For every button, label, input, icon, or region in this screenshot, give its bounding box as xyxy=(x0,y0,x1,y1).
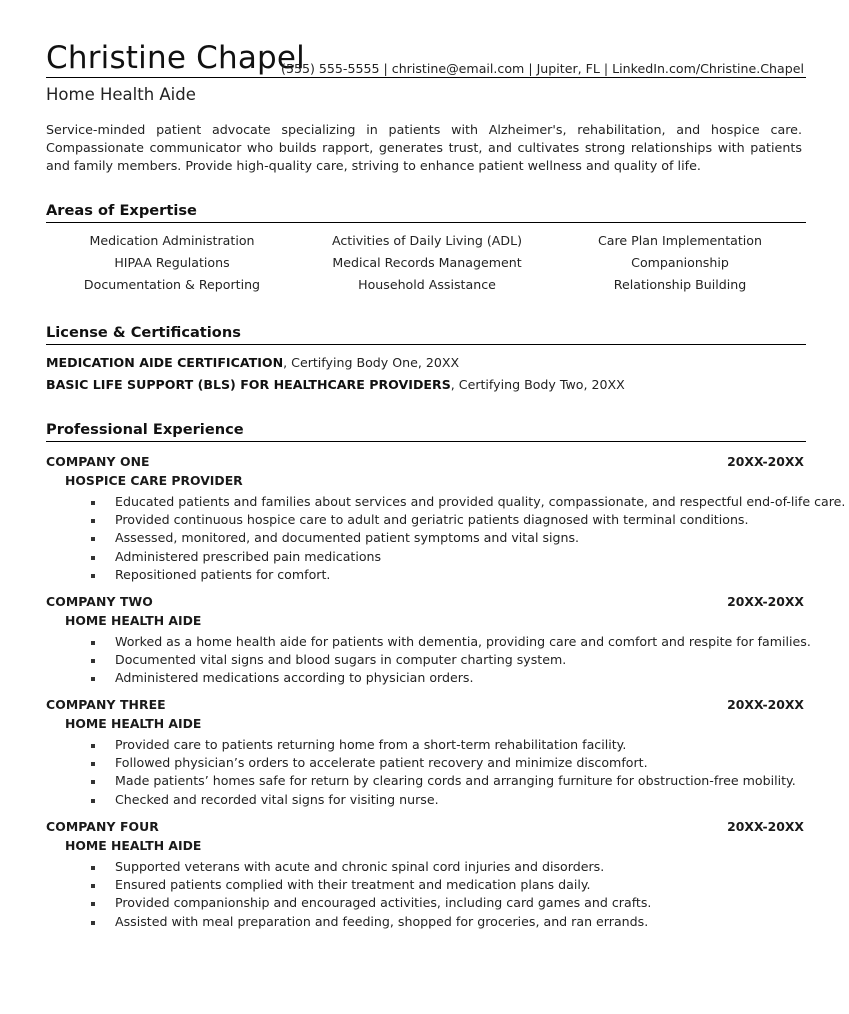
job-bullets xyxy=(46,633,811,688)
expertise-item: Care Plan Implementation xyxy=(598,233,762,248)
section-certifications-heading xyxy=(46,322,806,345)
company-name: COMPANY ONE xyxy=(46,454,150,469)
job-header xyxy=(46,594,806,612)
bullet-item: Assisted with meal preparation and feeding, shopped for groceries, and ran errands. xyxy=(46,913,806,931)
contact-location: Jupiter, FL xyxy=(536,61,600,76)
job-bullets xyxy=(46,858,806,931)
job-header xyxy=(46,454,806,472)
job-dates: 20XX-20XX xyxy=(727,454,804,469)
name-row xyxy=(46,40,806,78)
job-bullets xyxy=(46,736,806,809)
company-name: COMPANY TWO xyxy=(46,594,153,609)
company-name: COMPANY THREE xyxy=(46,697,166,712)
certification-name: MEDICATION AIDE CERTIFICATION xyxy=(46,355,284,370)
job-role: HOME HEALTH AIDE xyxy=(65,716,202,731)
bullet-item: Provided care to patients returning home from a short-term rehabilitation facility. xyxy=(46,736,806,754)
job-dates: 20XX-20XX xyxy=(727,697,804,712)
certification-item xyxy=(46,355,459,370)
certification-detail: , Certifying Body One, 20XX xyxy=(283,355,460,370)
expertise-item: Relationship Building xyxy=(613,277,747,292)
section-title: Professional Experience xyxy=(46,421,244,438)
expertise-grid xyxy=(40,230,810,296)
job-bullets xyxy=(46,493,846,584)
job-dates: 20XX-20XX xyxy=(727,819,804,834)
candidate-name: Christine Chapel xyxy=(46,40,305,76)
contact-separator: | xyxy=(603,61,609,76)
bullet-item: Assessed, monitored, and documented patient symptoms and vital signs. xyxy=(46,529,806,547)
job-title: Home Health Aide xyxy=(46,85,196,104)
job-header xyxy=(46,697,806,715)
contact-email[interactable]: christine@email.com xyxy=(391,61,525,76)
section-title: License & Certifications xyxy=(46,324,241,341)
expertise-item: Companionship xyxy=(631,255,729,270)
section-expertise-heading xyxy=(46,200,806,223)
job-dates: 20XX-20XX xyxy=(727,594,804,609)
bullet-item: Repositioned patients for comfort. xyxy=(46,566,806,584)
job-entry xyxy=(46,594,811,688)
contact-linkedin[interactable]: LinkedIn.com/Christine.Chapel xyxy=(612,61,804,76)
job-entry xyxy=(46,454,846,584)
bullet-item: Ensured patients complied with their treatment and medication plans daily. xyxy=(46,876,806,894)
summary-paragraph: Service-minded patient advocate specializing in patients with Alzheimer's, rehabilitation, and hospice care. Compassionate communicator who builds rapport, generates trust, and cultivates strong relationships with patients and family members. Provide high-quality care, striving to enhance patient wellness and quality of life. xyxy=(46,122,802,173)
expertise-item: Medical Records Management xyxy=(332,255,522,270)
contact-line xyxy=(281,61,804,76)
contact-phone: (555) 555-5555 xyxy=(281,61,380,76)
job-header xyxy=(46,819,806,837)
job-role: HOME HEALTH AIDE xyxy=(65,613,202,628)
expertise-item: Activities of Daily Living (ADL) xyxy=(331,233,523,248)
contact-separator: | xyxy=(528,61,533,76)
expertise-item: HIPAA Regulations xyxy=(114,255,230,270)
expertise-item: Household Assistance xyxy=(358,277,496,292)
bullet-item: Documented vital signs and blood sugars in computer charting system. xyxy=(46,651,806,669)
job-role: HOSPICE CARE PROVIDER xyxy=(65,473,243,488)
resume-header xyxy=(46,40,806,78)
contact-separator: | xyxy=(383,61,388,76)
job-entry xyxy=(46,697,806,809)
certification-item xyxy=(46,377,625,392)
bullet-item: Checked and recorded vital signs for visiting nurse. xyxy=(46,791,806,809)
bullet-item: Provided companionship and encouraged activities, including card games and crafts. xyxy=(46,894,806,912)
certification-detail: , Certifying Body Two, 20XX xyxy=(450,377,625,392)
section-title: Areas of Expertise xyxy=(46,202,197,219)
bullet-item: Followed physician’s orders to accelerate patient recovery and minimize discomfort. xyxy=(46,754,806,772)
bullet-item: Administered prescribed pain medications xyxy=(46,548,806,566)
job-role: HOME HEALTH AIDE xyxy=(65,838,202,853)
certification-name: BASIC LIFE SUPPORT (BLS) FOR HEALTHCARE PROVIDERS xyxy=(46,377,451,392)
bullet-item: Supported veterans with acute and chronic spinal cord injuries and disorders. xyxy=(46,858,806,876)
job-entry xyxy=(46,819,806,931)
expertise-item: Documentation & Reporting xyxy=(83,277,261,292)
bullet-item: Made patients’ homes safe for return by clearing cords and arranging furniture for obstruction-free mobility. xyxy=(46,772,806,790)
section-experience-heading xyxy=(46,419,806,442)
bullet-item: Educated patients and families about services and provided quality, compassionate, and respectful end-of-life care. xyxy=(46,493,806,511)
expertise-item: Medication Administration xyxy=(89,233,255,248)
bullet-item: Administered medications according to physician orders. xyxy=(46,669,806,687)
bullet-item: Provided continuous hospice care to adult and geriatric patients diagnosed with terminal conditions. xyxy=(46,511,806,529)
company-name: COMPANY FOUR xyxy=(46,819,159,834)
bullet-item: Worked as a home health aide for patients with dementia, providing care and comfort and respite for families. xyxy=(46,633,806,651)
